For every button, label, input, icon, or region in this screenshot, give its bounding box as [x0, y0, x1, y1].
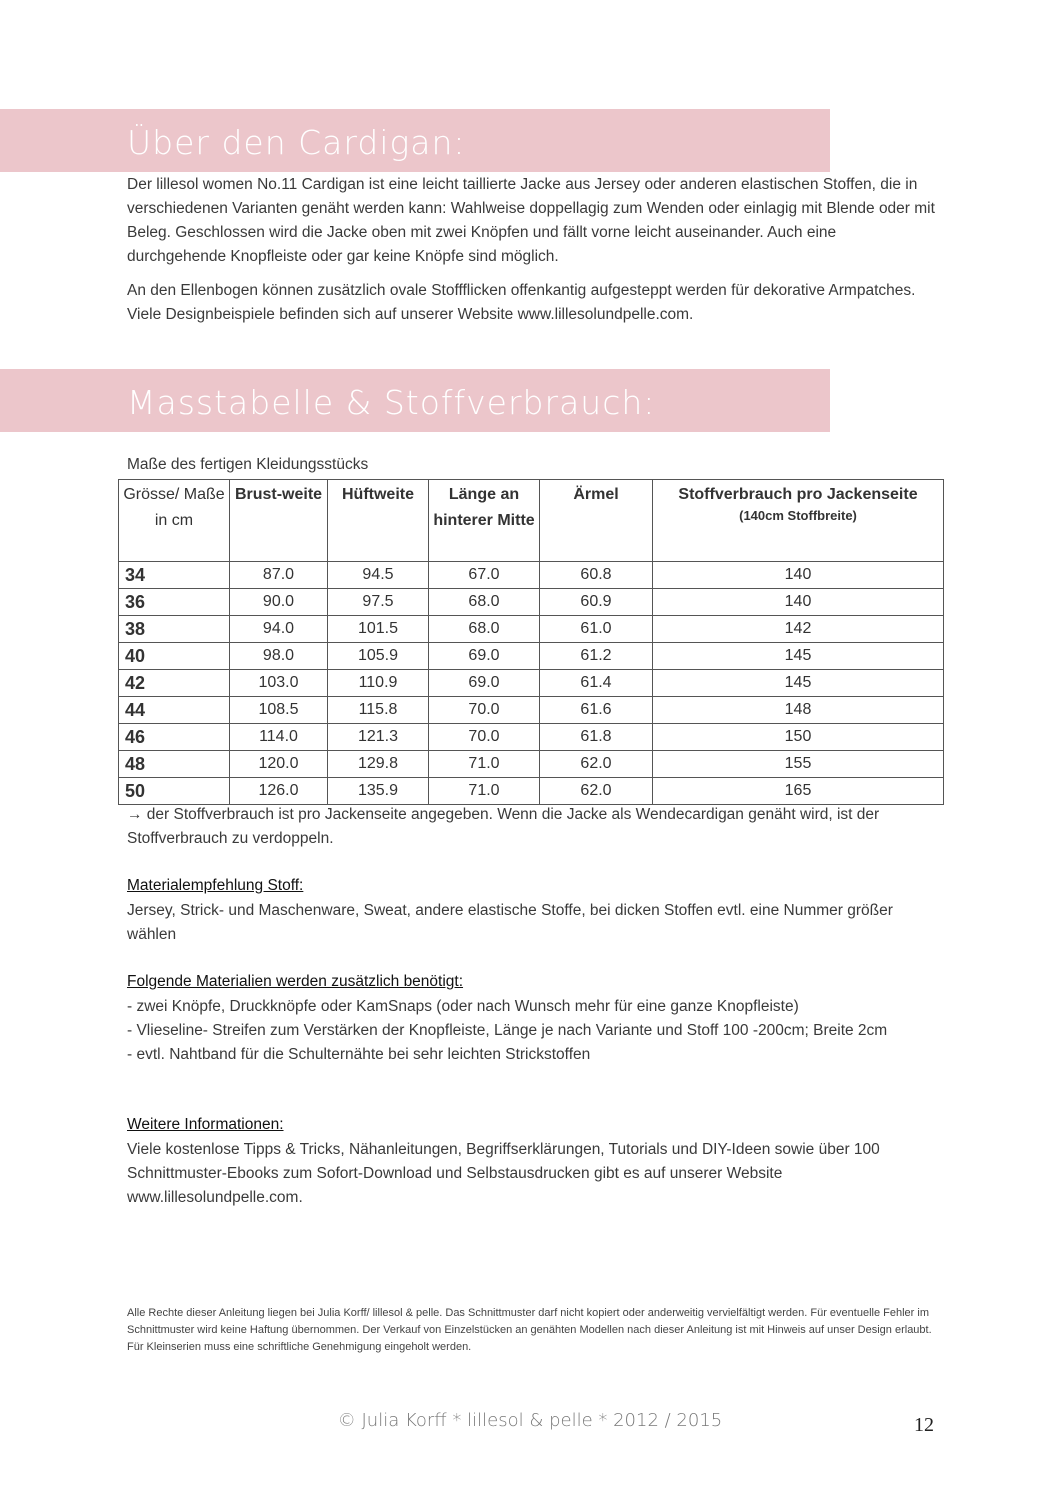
legal-notice: Alle Rechte dieser Anleitung liegen bei Julia Korff/ lillesol & pelle. Das Schnittmuster darf nicht kopiert oder anderweitig vervielfältigt werden. Für eventuelle Fehler im Schnittmuster wird keine Haftung übernommen. Der Verkauf von Einzelstücken an genähten Modellen nach dieser Anleitung ist mit Hinweis auf unser Design erlaubt. Für Kleinserien muss eine schriftliche Genehmigung eingeholt werden. [127, 1307, 932, 1353]
measurement-cell: 87.0 [230, 562, 328, 589]
header-fabric-label: Stoffverbrauch pro Jackenseite [678, 486, 918, 503]
measurement-cell: 140 [653, 589, 944, 616]
measurement-cell: 94.5 [328, 562, 429, 589]
measurement-cell: 120.0 [230, 751, 328, 778]
measurement-cell: 98.0 [230, 643, 328, 670]
measurement-cell: 110.9 [328, 670, 429, 697]
info-text: Viele kostenlose Tipps & Tricks, Nähanleitungen, Begriffserklärungen, Tutorials und DIY-Ideen sowie über 100 Schnittmuster-Ebooks zum Sofort-Download und Selbstausdrucken gibt es auf unserer Website www.lillesolundpelle.com. [127, 1141, 880, 1206]
table-header-row [119, 480, 944, 562]
measurement-cell: 61.0 [540, 616, 653, 643]
table-row [119, 724, 944, 751]
measurement-cell: 90.0 [230, 589, 328, 616]
measurement-cell: 145 [653, 643, 944, 670]
measurement-cell: 155 [653, 751, 944, 778]
measurement-cell: 69.0 [429, 670, 540, 697]
table-row [119, 697, 944, 724]
size-cell: 48 [119, 751, 230, 778]
measurement-cell: 61.8 [540, 724, 653, 751]
measurement-cell: 71.0 [429, 751, 540, 778]
measurement-cell: 135.9 [328, 778, 429, 805]
measurement-cell: 60.8 [540, 562, 653, 589]
section-banner-cardigan [0, 109, 830, 172]
size-cell: 34 [119, 562, 230, 589]
material-text: Jersey, Strick- und Maschenware, Sweat, andere elastische Stoffe, bei dicken Stoffen evtl. eine Nummer größer wählen [127, 902, 893, 943]
measurement-cell: 145 [653, 670, 944, 697]
measurement-cell: 94.0 [230, 616, 328, 643]
section-banner-sizes [0, 369, 830, 432]
measurement-cell: 70.0 [429, 724, 540, 751]
measurement-cell: 60.9 [540, 589, 653, 616]
measurement-cell: 148 [653, 697, 944, 724]
measurement-cell: 129.8 [328, 751, 429, 778]
size-cell: 44 [119, 697, 230, 724]
measurement-cell: 62.0 [540, 778, 653, 805]
table-row [119, 670, 944, 697]
header-size: Grösse/ Maße in cm [119, 480, 230, 562]
size-table [118, 479, 944, 805]
additional-list [127, 995, 927, 1067]
size-cell: 50 [119, 778, 230, 805]
measurement-cell: 114.0 [230, 724, 328, 751]
page-number: 12 [914, 1414, 934, 1436]
header-length: Länge an hinterer Mitte [429, 480, 540, 562]
measurement-cell: 126.0 [230, 778, 328, 805]
measurement-cell: 105.9 [328, 643, 429, 670]
size-cell: 42 [119, 670, 230, 697]
table-row [119, 616, 944, 643]
header-sleeve: Ärmel [540, 480, 653, 562]
table-body [119, 562, 944, 805]
list-item: - Vlieseline- Streifen zum Verstärken der Knopfleiste, Länge je nach Variante und Stoff 100 -200cm; Breite 2cm [127, 1022, 888, 1039]
table-row [119, 778, 944, 805]
measurement-cell: 61.4 [540, 670, 653, 697]
measurement-cell: 150 [653, 724, 944, 751]
measurement-cell: 97.5 [328, 589, 429, 616]
measurement-cell: 121.3 [328, 724, 429, 751]
section-title-cardigan: Über den Cardigan: [127, 123, 466, 162]
measurement-cell: 115.8 [328, 697, 429, 724]
header-hip: Hüftweite [328, 480, 429, 562]
header-bust: Brust-weite [230, 480, 328, 562]
list-item: - evtl. Nahtband für die Schulternähte bei sehr leichten Strickstoffen [127, 1046, 591, 1063]
measurement-cell: 69.0 [429, 643, 540, 670]
size-cell: 36 [119, 589, 230, 616]
size-cell: 46 [119, 724, 230, 751]
measurement-cell: 67.0 [429, 562, 540, 589]
measurement-cell: 101.5 [328, 616, 429, 643]
table-row [119, 643, 944, 670]
table-caption: Maße des fertigen Kleidungsstücks [127, 456, 369, 473]
footer-copyright: © Julia Korff * lillesol & pelle * 2012 / 2015 [337, 1410, 723, 1431]
measurement-cell: 103.0 [230, 670, 328, 697]
measurement-cell: 68.0 [429, 589, 540, 616]
header-fabric-sub: (140cm Stoffbreite) [739, 508, 857, 523]
info-heading: Weitere Informationen: [127, 1116, 284, 1133]
additional-heading: Folgende Materialien werden zusätzlich benötigt: [127, 973, 464, 990]
header-fabric [653, 480, 944, 562]
measurement-cell: 61.6 [540, 697, 653, 724]
measurement-cell: 165 [653, 778, 944, 805]
list-item: - zwei Knöpfe, Druckknöpfe oder KamSnaps (oder nach Wunsch mehr für eine ganze Knopfleiste) [127, 998, 799, 1015]
table-row [119, 562, 944, 589]
measurement-cell: 140 [653, 562, 944, 589]
measurement-cell: 70.0 [429, 697, 540, 724]
measurement-cell: 62.0 [540, 751, 653, 778]
measurement-cell: 71.0 [429, 778, 540, 805]
fabric-note: → der Stoffverbrauch ist pro Jackenseite angegeben. Wenn die Jacke als Wendecardigan genäht wird, ist der Stoffverbrauch zu verdoppeln. [127, 806, 880, 847]
measurement-cell: 68.0 [429, 616, 540, 643]
section-title-sizes: Masstabelle & Stoffverbrauch: [127, 383, 656, 422]
measurement-cell: 108.5 [230, 697, 328, 724]
material-heading: Materialempfehlung Stoff: [127, 877, 304, 894]
size-cell: 40 [119, 643, 230, 670]
table-row [119, 589, 944, 616]
measurement-cell: 142 [653, 616, 944, 643]
size-cell: 38 [119, 616, 230, 643]
table-row [119, 751, 944, 778]
measurement-cell: 61.2 [540, 643, 653, 670]
armpatch-paragraph: An den Ellenbogen können zusätzlich ovale Stoffflicken offenkantig aufgesteppt werden für dekorative Armpatches. Viele Designbeispiele befinden sich auf unserer Website www.lillesolundpelle.com. [127, 282, 916, 323]
intro-paragraph: Der lillesol women No.11 Cardigan ist eine leicht taillierte Jacke aus Jersey oder anderen elastischen Stoffen, die in verschiedenen Varianten genäht werden kann: Wahlweise doppellagig zum Wenden oder einlagig mit Blende oder mit Beleg. Geschlossen wird die Jacke oben mit zwei Knöpfen und fällt vorne leicht auseinander. Auch eine durchgehende Knopfleiste oder gar keine Knöpfe sind möglich. [127, 176, 935, 265]
